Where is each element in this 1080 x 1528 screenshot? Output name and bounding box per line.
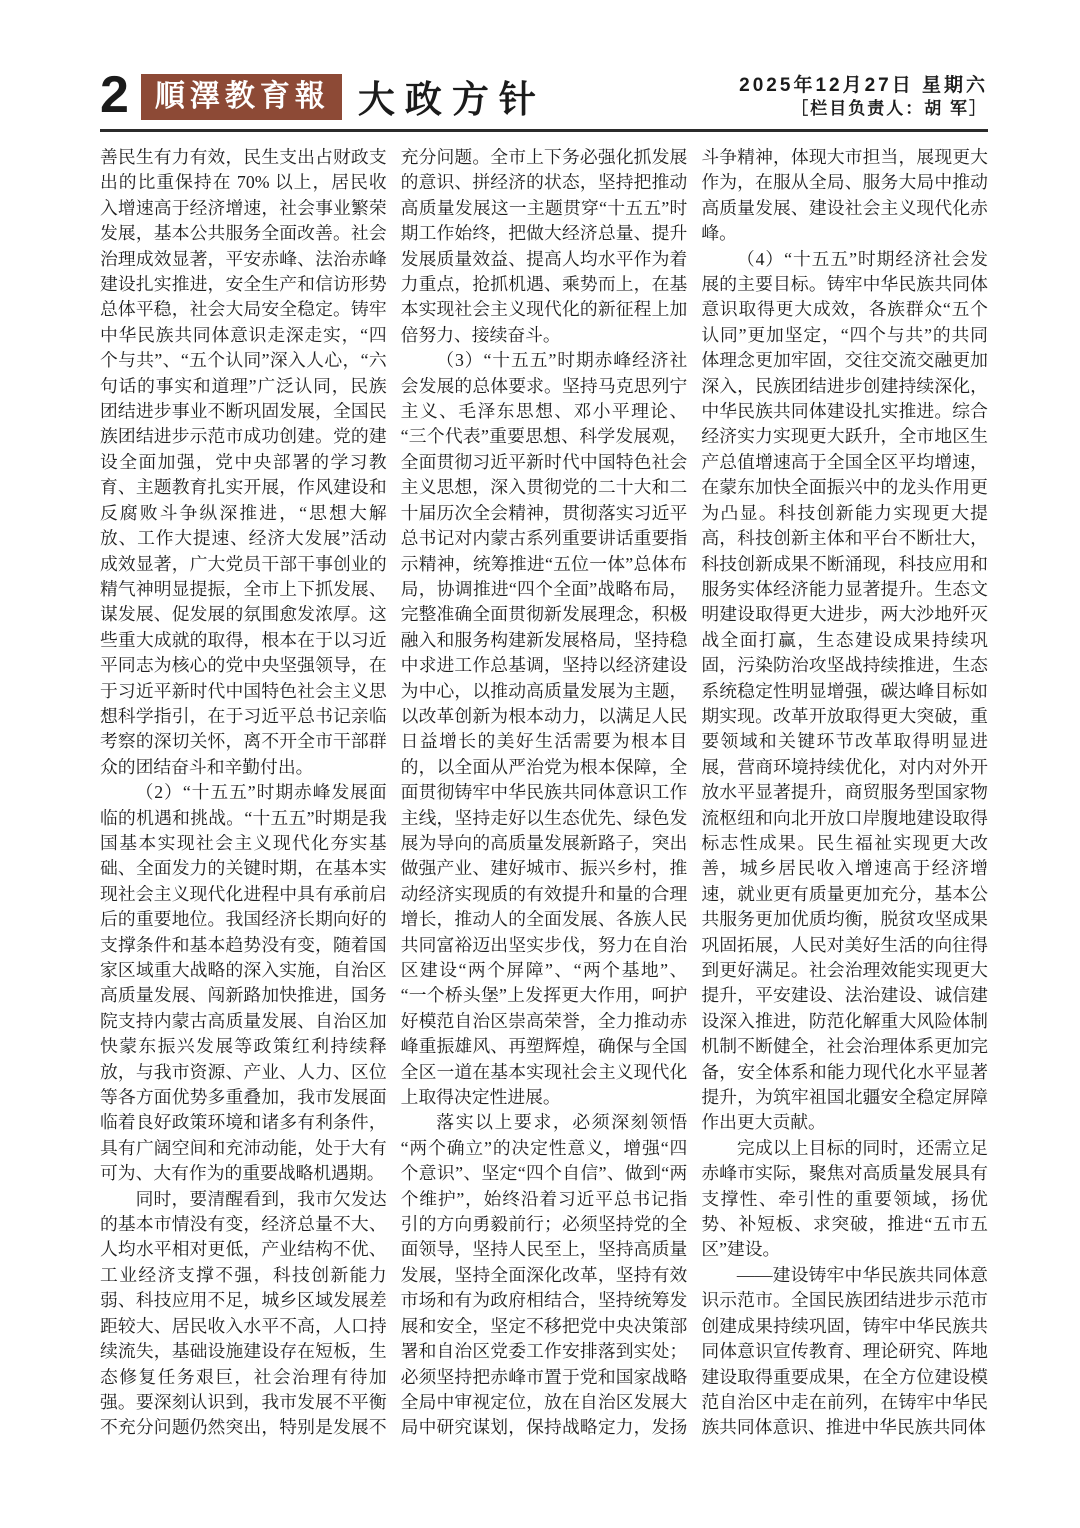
- article-paragraph: 落实以上要求，必须深刻领悟“两个确立”的决定性意义，增强“四个意识”、坚定“四个自信”、做到“两个维护”，始终沿着习近平总书记指引的方向勇毅前行；必须坚持党的全面领导，坚持人民至上，坚持高质量发展，坚持全面深化改革，坚持有效市场和有为政府相结合，坚持统筹发展和安全，坚定不移把党中央决策部署和自治区党委工作安排落到实处；必须坚持把赤峰市置于党和国家战略全局中审视定位，放在自治区发展大局中研究谋划，保持战略定力，发扬斗争精神，体现大市担当，展现更大作为，在服从全局、服务大局中推动高质量发展、建设社会主义现代化赤峰。: [400, 147, 988, 1438]
- article-paragraph: ——建设铸牢中华民族共同体意识示范市。全国民族团结进步示范市创建成果持续巩固，铸牢中华民族共同体意识宣传教育、理论研究、阵地建设取得重要成果，在全方位建设模范自治区中走在前列，在铸牢中华民族共同体意识、推进中华民族共同体: [701, 1264, 988, 1438]
- header-meta: [739, 74, 988, 120]
- column-editor: ［栏目负责人：胡 军］: [791, 99, 988, 118]
- article-body: [100, 145, 988, 1441]
- article-paragraph: 完成以上目标的同时，还需立足赤峰市实际，聚焦对高质量发展具有支撑性、牵引性的重要领域，扬优势、补短板、求突破，推进“五市五区”建设。: [701, 1137, 988, 1260]
- article-paragraph: 同时，要清醒看到，我市欠发达的基本市情没有变，经济总量不大、人均水平相对更低，产业结构不优、工业经济支撑不强，科技创新能力弱、科技应用不足，城乡区域发展差距较大、居民收入水平不高，人口持续流失，基础设施建设存在短板，生态修复任务艰巨，社会治理有待加强。要深刻认识到，我市发展不平衡不充分问题仍然突出，特别是发展不充分问题。全市上下务必强化抓发展的意识、拼经济的状态，坚持把推动高质量发展这一主题贯穿“十五五”时期工作始终，把做大经济总量、提升发展质量效益、提高人均水平作为着力重点，抢抓机遇、乘势而上，在基本实现社会主义现代化的新征程上加倍努力、接续奋斗。: [100, 147, 688, 1438]
- article-paragraph: （3）“十五五”时期赤峰经济社会发展的总体要求。坚持马克思列宁主义、毛泽东思想、邓小平理论、“三个代表”重要思想、科学发展观，全面贯彻习近平新时代中国特色社会主义思想，深入贯彻党的二十大和二十届历次全会精神，贯彻落实习近平总书记对内蒙古系列重要讲话重要指示精神，统筹推进“五位一体”总体布局，协调推进“四个全面”战略布局，完整准确全面贯彻新发展理念，积极融入和服务构建新发展格局，坚持稳中求进工作总基调，坚持以经济建设为中心，以推动高质量发展为主题，以改革创新为根本动力，以满足人民日益增长的美好生活需要为根本目的，以全面从严治党为根本保障，全面贯彻铸牢中华民族共同体意识工作主线，坚持走好以生态优先、绿色发展为导向的高质量发展新路子，突出做强产业、建好城市、振兴乡村，推动经济实现质的有效提升和量的合理增长，推动人的全面发展、各族人民共同富裕迈出坚实步伐，努力在自治区建设“两个屏障”、“两个基地”、“一个桥头堡”上发挥更大作用，呵护好模范自治区崇高荣誉，全力推动赤峰重振雄风、再塑辉煌，确保与全国全区一道在基本实现社会主义现代化上取得决定性进展。: [400, 350, 688, 1108]
- header-divider: [100, 129, 988, 132]
- section-title: 大政方针: [357, 79, 546, 120]
- article-paragraph: （2）“十五五”时期赤峰发展面临的机遇和挑战。“十五五”时期是我国基本实现社会主义现代化夯实基础、全面发力的关键时期，在基本实现社会主义现代化进程中具有承前启后的重要地位。我国经济长期向好的支撑条件和基本趋势没有变，随着国家区域重大战略的深入实施，自治区高质量发展、闯新路加快推进，国务院支持内蒙古高质量发展、自治区加快蒙东振兴发展等政策红利持续释放，与我市资源、产业、人力、区位等各方面优势多重叠加，我市发展面临着良好政策环境和诸多有利条件，具有广阔空间和充沛动能，处于大有可为、大有作为的重要战略机遇期。: [100, 782, 387, 1184]
- article-paragraph: （4）“十五五”时期经济社会发展的主要目标。铸牢中华民族共同体意识取得更大成效，各族群众“五个认同”更加坚定，“四个与共”的共同体理念更加牢固，交往交流交融更加深入，民族团结进步创建持续深化，中华民族共同体建设扎实推进。综合经济实力实现更大跃升，全市地区生产总值增速高于全国全区平均增速，在蒙东加快全面振兴中的龙头作用更为凸显。科技创新能力实现更大提高，科技创新主体和平台不断壮大，科技创新成果不断涌现，科技应用和服务实体经济能力显著提升。生态文明建设取得更大进步，两大沙地歼灭战全面打赢，生态建设成果持续巩固，污染防治攻坚战持续推进，生态系统稳定性明显增强，碳达峰目标如期实现。改革开放取得更大突破，重要领域和关键环节改革取得明显进展，营商环境持续优化，对内对外开放水平显著提升，商贸服务型国家物流枢纽和向北开放口岸腹地建设取得标志性成果。民生福祉实现更大改善，城乡居民收入增速高于经济增速，就业更有质量更加充分，基本公共服务更加优质均衡，脱贫攻坚成果巩固拓展，人民对美好生活的向往得到更好满足。社会治理效能实现更大提升，平安建设、法治建设、诚信建设深入推进，防范化解重大风险体制机制不断健全，社会治理体系更加完备，安全体系和能力现代化水平显著提升，为筑牢祖国北疆安全稳定屏障作出更大贡献。: [701, 248, 988, 1133]
- page-header: [100, 66, 988, 124]
- publication-date: 2025年12月27日 星期六: [739, 75, 988, 96]
- article-paragraph: 善民生有力有效，民生支出占财政支出的比重保持在 70% 以上，居民收入增速高于经济增速，社会事业繁荣发展，基本公共服务全面改善。社会治理成效显著，平安赤峰、法治赤峰建设扎实推进，安全生产和信访形势总体平稳，社会大局安全稳定。铸牢中华民族共同体意识走深走实，“四个与共”、“五个认同”深入人心，“六句话的事实和道理”广泛认同，民族团结进步事业不断巩固发展，全国民族团结进步示范市成功创建。党的建设全面加强，党中央部署的学习教育、主题教育扎实开展，作风建设和反腐败斗争纵深推进，“思想大解放、工作大提速、经济大发展”活动成效显著，广大党员干部干事创业的精气神明显提振，全市上下抓发展、谋发展、促发展的氛围愈发浓厚。这些重大成就的取得，根本在于以习近平同志为核心的党中央坚强领导，在于习近平新时代中国特色社会主义思想科学指引，在于习近平总书记亲临考察的深切关怀，离不开全市干部群众的团结奋斗和辛勤付出。: [100, 147, 387, 777]
- masthead-logo: 順澤教育報: [141, 74, 342, 120]
- page-number: 2: [100, 66, 129, 124]
